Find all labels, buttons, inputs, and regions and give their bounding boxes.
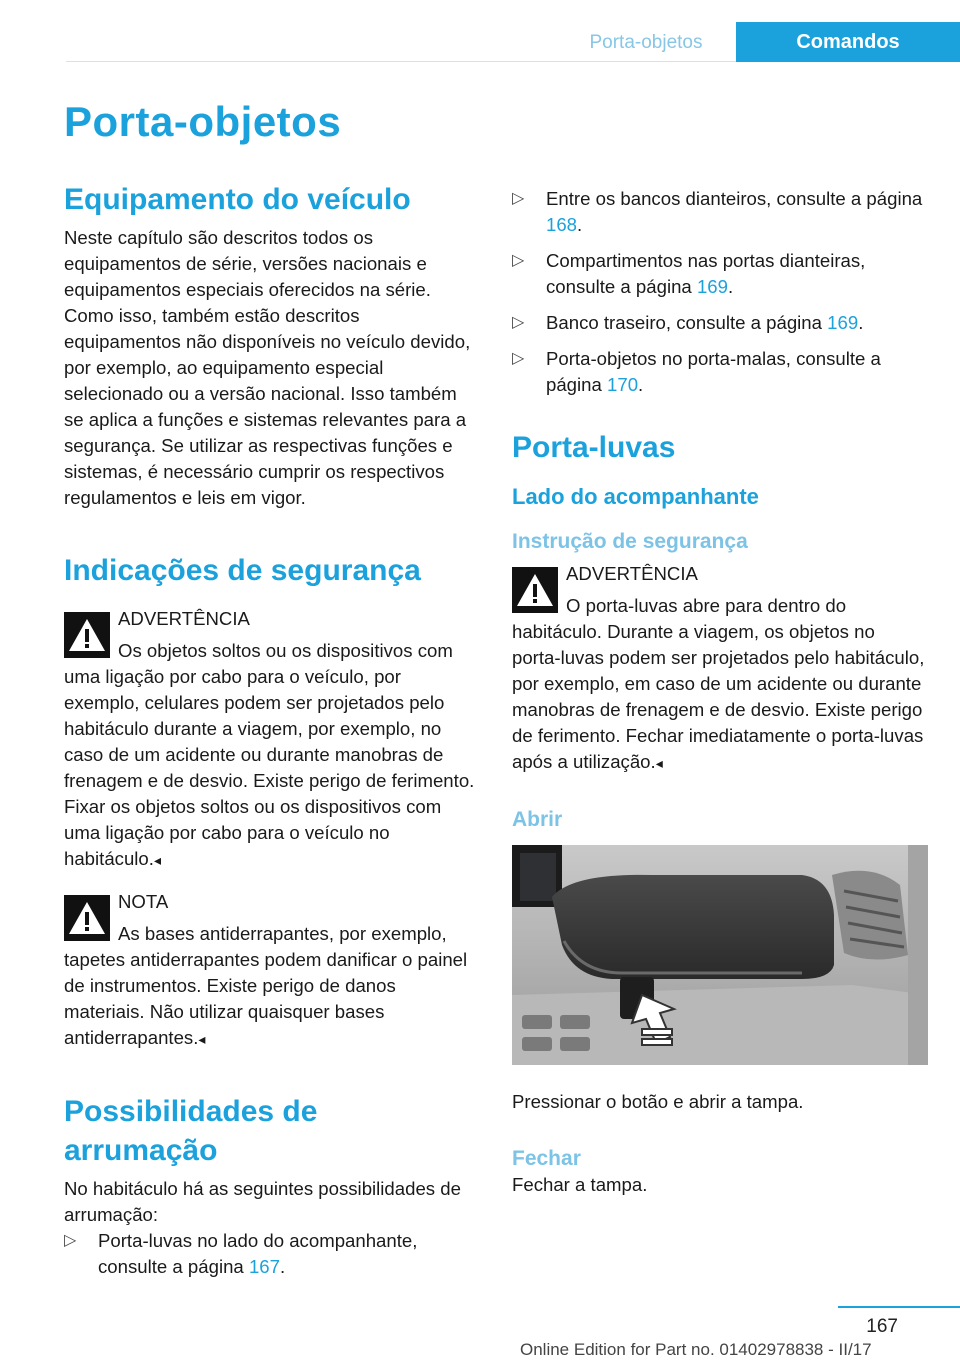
left-column [64,180,478,1290]
open-text: Pressionar o botão e abrir a tampa. [512,1091,804,1113]
glovebox-photo [512,845,928,1065]
warning-triangle-icon [64,895,110,941]
warning-triangle-icon [64,612,110,658]
list-item: ▷ Banco traseiro, consulte a página 169. [512,310,928,336]
triangle-bullet-icon: ▷ [512,314,525,331]
warning-block-1 [64,606,478,873]
equipment-text: Neste capítulo são descritos todos os equipamentos de série, versões nacionais e equipamentos especiais oferecidos na série. Como isso, também estão descritos equipamentos não disponíveis no veículo devido, por exemplo, ao equipamento especial selecionado ou a versão nacional. Isso também se aplica a funções e sistemas relevantes para a segurança. Se utilizar as respectivas funções e sistemas, é necessário cumprir os respectivos regulamentos e leis em vigor. [64,227,471,508]
storage-list-left [64,1228,478,1280]
close-heading: Fechar [512,1147,581,1171]
triangle-bullet-icon: ▷ [512,190,525,207]
page-title: Porta-objetos [64,98,342,145]
glovebox-heading: Porta-luvas [512,431,676,464]
list-item: ▷ Porta-luvas no lado do acompanhante, consulte a página 167. [64,1230,418,1277]
list-item: ▷ Compartimentos nas portas dianteiras, consulte a página 169. [512,250,866,297]
triangle-bullet-icon: ▷ [512,252,525,269]
warning-text: O porta-luvas abre para dentro do habitáculo. Durante a viagem, os objetos no porta-luvas podem ser projetados pelo habitáculo, por exemplo, em caso de um acidente ou durante manobras de frenagem e de desvio. Existe perigo de ferimento. Fechar imediatamente o porta-luvas após a utilização.◂ [512,594,925,772]
end-mark: ◂ [655,754,663,771]
warning-block-3 [512,561,928,776]
note-text: As bases antiderrapantes, por exemplo, tapetes antiderrapantes podem danificar o painel de instrumentos. Existe perigo de danos materiais. Não utilizar quaisquer bases antiderrapantes.◂ [64,923,468,1048]
edition-note: Online Edition for Part no. 01402978838 - II/17 [520,1340,872,1359]
page-link[interactable]: 167 [248,1256,280,1277]
page-link[interactable]: 170 [607,374,639,395]
storage-list-right [512,186,928,398]
triangle-bullet-icon: ▷ [64,1232,77,1249]
header-chapter-tab[interactable]: Comandos [736,22,960,62]
storage-heading: Possibilidades de arrumação [64,1095,318,1167]
footer-rule [838,1306,960,1308]
safety-instruction-heading: Instrução de segurança [512,529,748,553]
safety-heading: Indicações de segurança [64,554,421,587]
passenger-side-heading: Lado do acompanhante [512,484,759,509]
page-link[interactable]: 169 [696,276,728,297]
warning-block-2 [64,889,478,1052]
page-link[interactable]: 168 [546,214,578,235]
end-mark: ◂ [153,852,161,868]
page-number: 167 [866,1316,898,1337]
note-label: NOTA [118,891,169,912]
equipment-heading: Equipamento do veículo [64,183,411,216]
warning-label: ADVERTÊNCIA [118,608,250,629]
page-link[interactable]: 169 [827,312,859,333]
storage-text: No habitáculo há as seguintes possibilidades de arrumação: [64,1178,461,1225]
warning-triangle-icon [512,567,558,613]
triangle-bullet-icon: ▷ [512,350,525,367]
open-heading: Abrir [512,807,563,831]
right-column [512,180,928,1198]
warning-label: ADVERTÊNCIA [566,562,698,584]
warning-text: Os objetos soltos ou os dispositivos com uma ligação por cabo para o veículo, por exemplo, celulares podem ser projetados pelo habitáculo durante a viagem, por exemplo, no caso de um acidente ou durante manobras de frenagem e de desvio. Existe perigo de ferimento. Fixar os objetos soltos ou os dispositivos com uma ligação por cabo para o veículo no habitáculo.◂ [64,640,475,869]
header-section-tab[interactable]: Porta-objetos [589,32,703,53]
close-text: Fechar a tampa. [512,1174,648,1196]
list-item: ▷ Entre os bancos dianteiros, consulte a página 168. [512,188,923,235]
list-item: ▷ Porta-objetos no porta-malas, consulte a página 170. [512,348,881,395]
end-mark: ◂ [198,1031,206,1047]
